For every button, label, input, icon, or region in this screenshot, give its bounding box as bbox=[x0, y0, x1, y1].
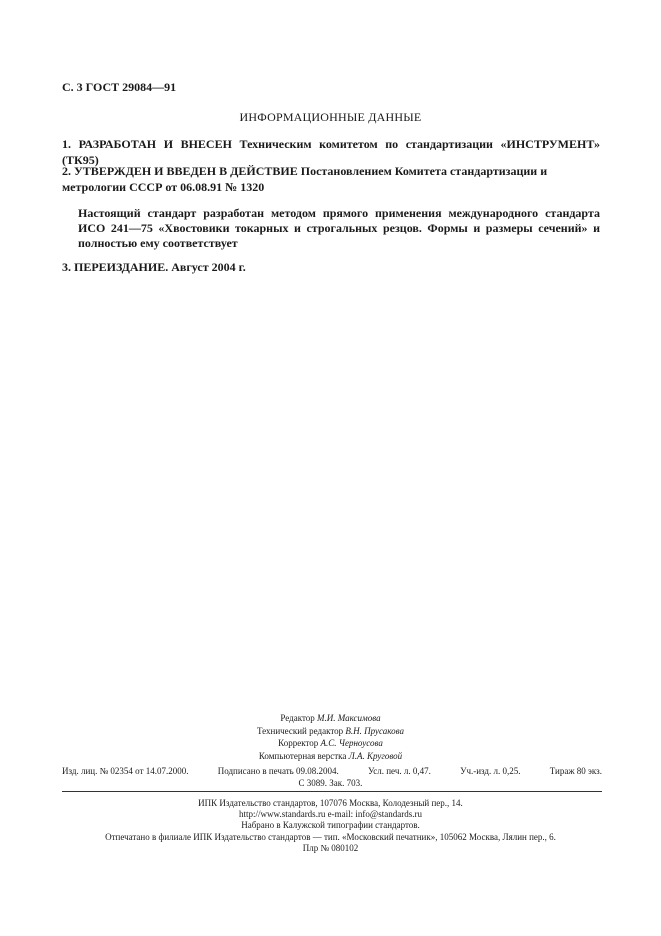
divider bbox=[62, 791, 602, 792]
imprint-run: Тираж 80 экз. bbox=[549, 766, 602, 776]
item-number: 3. bbox=[62, 260, 71, 274]
item-text: Техническим комитетом по стандартизации «ИНСТРУМЕНТ» (ТК95) bbox=[62, 137, 601, 167]
imprint-signed: Подписано в печать 09.08.2004. bbox=[217, 766, 339, 776]
item-number: 2. bbox=[62, 164, 71, 178]
credit-name: М.И. Максимова bbox=[317, 713, 381, 723]
item-lead: УТВЕРЖДЕН И ВВЕДЕН В ДЕЙСТВИЕ bbox=[74, 164, 298, 178]
imprint-pub-sheets: Уч.-изд. л. 0,25. bbox=[460, 766, 521, 776]
imprint-order: С 3089. Зак. 703. bbox=[298, 778, 363, 788]
credit-role: Редактор bbox=[280, 713, 315, 723]
info-item-2 bbox=[62, 163, 600, 195]
footer-line: Набрано в Калужской типографии стандартов. bbox=[241, 820, 420, 831]
section-title: ИНФОРМАЦИОННЫЕ ДАННЫЕ bbox=[239, 110, 422, 124]
credit-name: Л.А. Круговой bbox=[348, 750, 403, 761]
credit-tech-editor bbox=[0, 725, 661, 738]
page-header: С. 3 ГОСТ 29084—91 bbox=[62, 80, 177, 94]
footer-line: ИПК Издательство стандартов, 107076 Москва, Колодезный пер., 14. bbox=[198, 798, 463, 808]
info-item-3 bbox=[62, 259, 600, 275]
item-text: Август 2004 г. bbox=[171, 260, 246, 274]
item-number: 1. bbox=[62, 137, 71, 151]
credits-block bbox=[0, 712, 661, 762]
publisher-footer bbox=[0, 798, 661, 854]
credit-layout bbox=[0, 750, 661, 763]
credit-name: В.Н. Прусакова bbox=[345, 725, 405, 736]
item-lead: РАЗРАБОТАН И ВНЕСЕН bbox=[78, 137, 232, 151]
item-text: Постановлением Комитета стандартизации и метрологии СССР от 06.08.91 № 1320 bbox=[62, 164, 548, 194]
credit-editor bbox=[0, 712, 661, 725]
credit-role: Корректор bbox=[278, 738, 319, 748]
credit-role: Компьютерная верстка bbox=[258, 750, 347, 761]
credit-proofreader bbox=[0, 737, 661, 750]
credit-role: Технический редактор bbox=[256, 725, 344, 736]
imprint-print-sheets: Усл. печ. л. 0,47. bbox=[367, 766, 431, 776]
footer-line: Плр № 080102 bbox=[302, 842, 359, 853]
imprint-line bbox=[62, 766, 602, 776]
footer-line: http://www.standards.ru e-mail: info@standards.ru bbox=[239, 809, 422, 820]
credit-name: А.С. Черноусова bbox=[320, 738, 383, 748]
item-lead: ПЕРЕИЗДАНИЕ. bbox=[74, 260, 169, 274]
footer-line: Отпечатано в филиале ИПК Издательство стандартов — тип. «Московский печатник», 105062 Москва, Лялин пер., 6. bbox=[105, 831, 556, 842]
standard-note: Настоящий стандарт разработан методом прямого применения международного стандарта ИСО 241—75 «Хвостовики токарных и строгальных резцов. Формы и размеры сечений» и полностью ему соответствует bbox=[78, 206, 600, 250]
imprint-license: Изд. лиц. № 02354 от 14.07.2000. bbox=[62, 766, 189, 776]
